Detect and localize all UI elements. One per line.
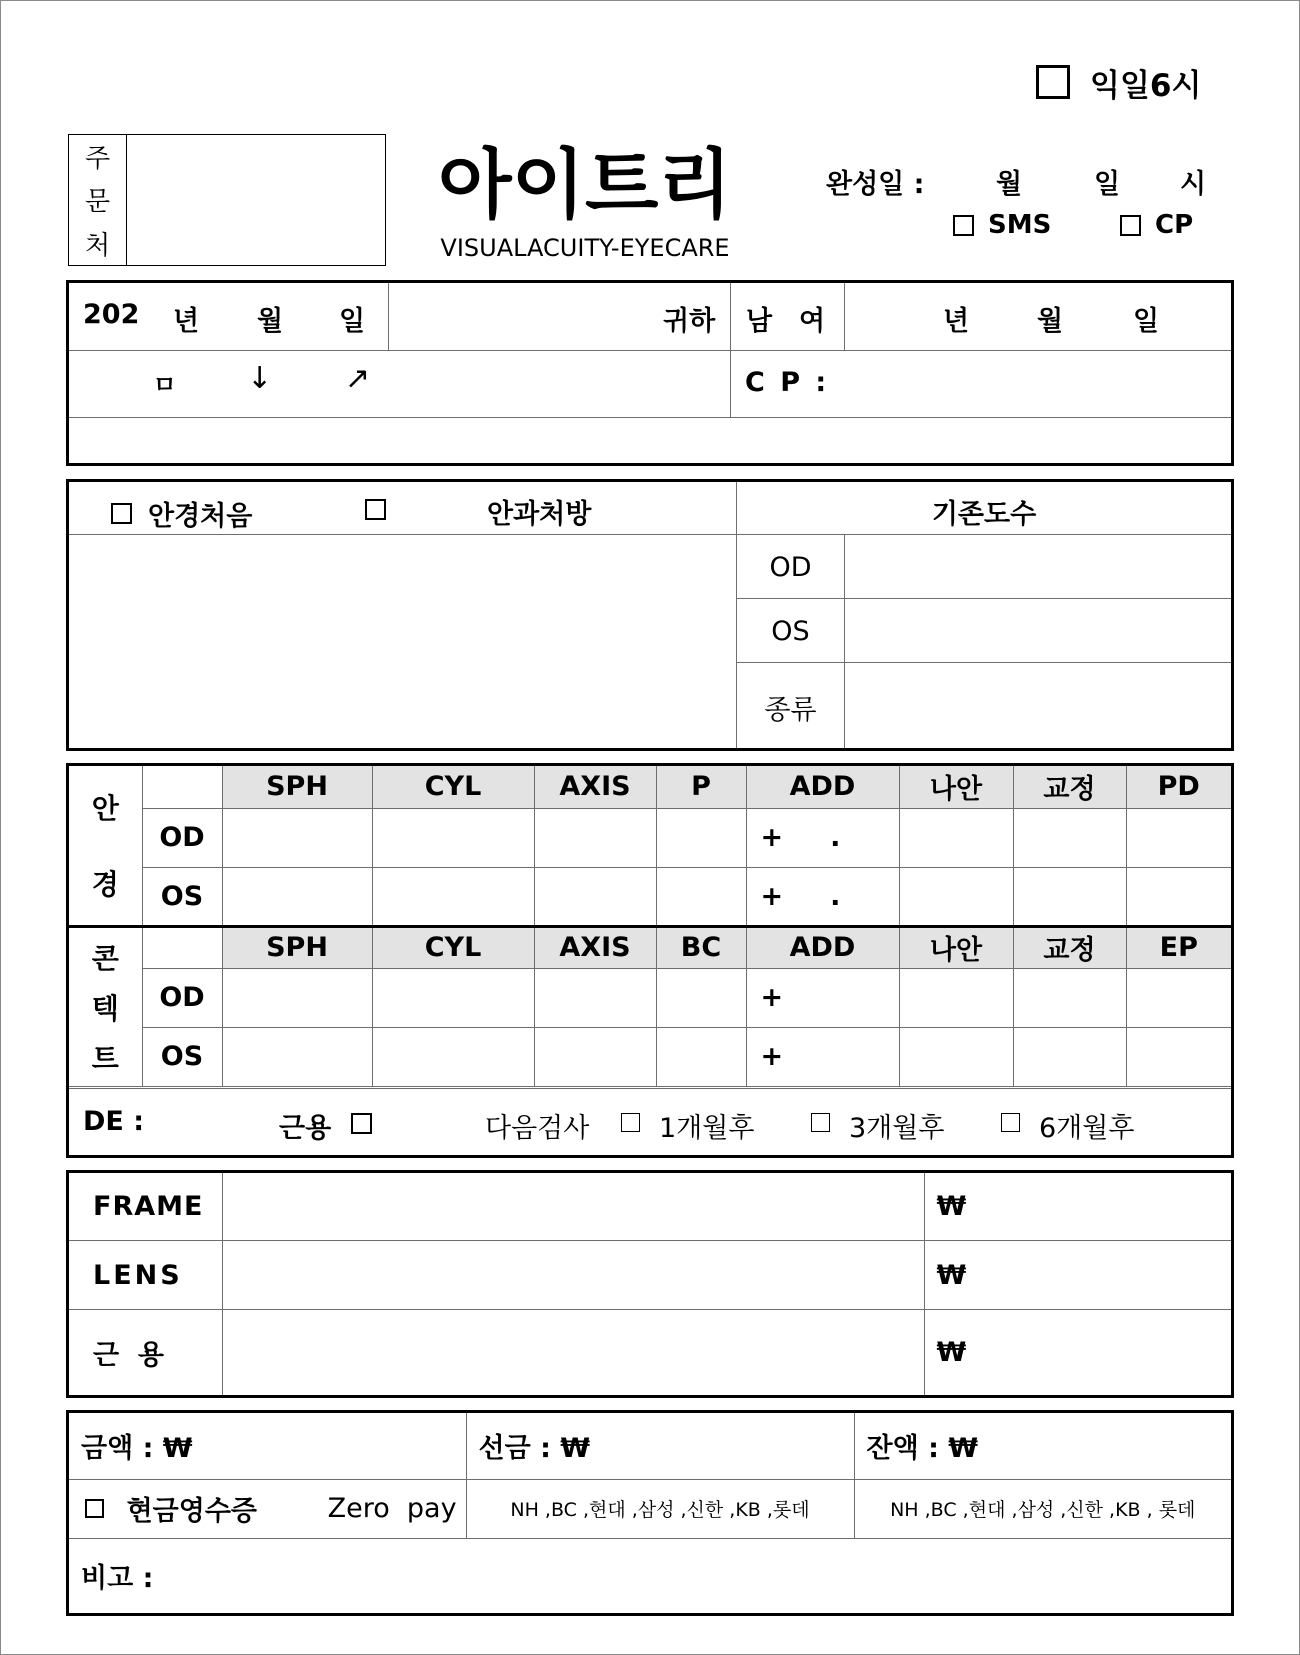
completion-month[interactable]: 월 (996, 169, 1023, 200)
items-table (69, 1173, 1231, 1395)
contact-os-axis[interactable] (534, 1027, 656, 1086)
glasses-header-axis: AXIS (534, 766, 656, 808)
total-amount[interactable]: 금액 : ₩ (69, 1413, 466, 1479)
visit-year[interactable]: 202 (83, 299, 140, 330)
existing-os-label: OS (771, 616, 810, 647)
next-3month-checkbox[interactable] (811, 1113, 830, 1132)
glasses-od-add[interactable]: + . (746, 808, 899, 867)
payment-table (69, 1413, 1231, 1613)
prescription-section (66, 763, 1234, 1158)
items-section (66, 1170, 1234, 1398)
next-day-checkbox[interactable] (1036, 65, 1070, 99)
visit-month-unit: 월 (257, 306, 284, 337)
zero-pay-label[interactable]: Zero pay (327, 1493, 457, 1524)
visit-day-unit: 일 (339, 306, 366, 337)
contact-od-naked[interactable] (899, 968, 1013, 1027)
contact-os-naked[interactable] (899, 1027, 1013, 1086)
contact-od-label: OD (142, 968, 222, 1027)
glasses-od-cyl[interactable] (372, 808, 534, 867)
contact-od-add[interactable]: + (746, 968, 899, 1027)
birth-year-unit: 년 (943, 306, 970, 337)
arrow-down-icon: ↓ (247, 361, 273, 396)
order-from-char: 문 (84, 187, 111, 218)
contact-od-bc[interactable] (656, 968, 746, 1027)
glasses-header-naked: 나안 (899, 766, 1013, 808)
ophthalmology-rx-label: 안과처방 (487, 499, 592, 530)
visit-year-unit: 년 (173, 306, 200, 337)
order-from-label (69, 135, 127, 265)
item-frame-desc[interactable] (222, 1173, 924, 1241)
existing-type-field[interactable] (845, 663, 1231, 748)
gender-female[interactable]: 여 (799, 306, 826, 337)
first-glasses-option[interactable] (111, 494, 252, 533)
birth-month-unit: 월 (1037, 306, 1064, 337)
contact-side-char: 콘 (91, 941, 119, 975)
card-options-deposit[interactable]: NH ,BC ,현대 ,삼성 ,신한 ,KB ,롯데 (466, 1479, 854, 1538)
contact-header-add: ADD (746, 926, 899, 968)
next-1month-checkbox[interactable] (621, 1113, 640, 1132)
next-day-option[interactable] (1036, 62, 1201, 102)
item-frame-price[interactable]: ₩ (924, 1173, 1231, 1241)
glasses-od-p[interactable] (656, 808, 746, 867)
contact-header-bc: BC (656, 926, 746, 968)
contact-od-corrected[interactable] (1013, 968, 1126, 1027)
glasses-side-char: 경 (91, 868, 119, 902)
near-use-checkbox[interactable] (351, 1113, 372, 1134)
existing-type-label: 종류 (764, 695, 817, 726)
next-day-label: 익일6시 (1090, 67, 1202, 104)
card-options-balance[interactable]: NH ,BC ,현대 ,삼성 ,신한 ,KB , 롯데 (854, 1479, 1231, 1538)
first-glasses-checkbox[interactable] (111, 503, 132, 524)
completion-hour[interactable]: 시 (1180, 169, 1207, 200)
contact-header-cyl: CYL (372, 926, 534, 968)
contact-header-naked: 나안 (899, 926, 1013, 968)
balance-amount[interactable]: 잔액 : ₩ (854, 1413, 1231, 1479)
customer-vline-2 (730, 283, 731, 417)
order-from-char: 주 (84, 144, 111, 175)
cp-phone-label: C P : (745, 367, 830, 398)
glasses-od-axis[interactable] (534, 808, 656, 867)
contact-od-axis[interactable] (534, 968, 656, 1027)
glasses-header-sph: SPH (222, 766, 372, 808)
glasses-header-corrected: 교정 (1013, 766, 1126, 808)
contact-os-cyl[interactable] (372, 1027, 534, 1086)
receipt-cell (69, 1479, 466, 1538)
completion-date-label: 완성일 : (826, 169, 925, 200)
contact-os-add[interactable]: + (746, 1027, 899, 1086)
glasses-header-add: ADD (746, 766, 899, 808)
ophthalmology-rx-checkbox[interactable] (365, 499, 386, 520)
honorific-label: 귀하 (663, 306, 716, 337)
glasses-os-pd[interactable] (1126, 867, 1231, 926)
existing-os-field[interactable] (845, 599, 1231, 661)
glasses-corner-cell (142, 766, 222, 808)
gender-male[interactable]: 남 (746, 306, 773, 337)
contact-side-char: 텍 (91, 991, 119, 1025)
payment-section (66, 1410, 1234, 1616)
contact-header-axis: AXIS (534, 926, 656, 968)
glasses-od-pd[interactable] (1126, 808, 1231, 867)
order-from-field[interactable] (127, 135, 385, 265)
contact-os-ep[interactable] (1126, 1027, 1231, 1086)
memo-field[interactable]: 비고 : (69, 1538, 1231, 1613)
existing-od-field[interactable] (845, 535, 1231, 597)
cash-receipt-label: 현금영수증 (126, 1496, 258, 1527)
contact-side-char: 트 (91, 1041, 119, 1075)
item-label-frame: FRAME (69, 1173, 222, 1241)
contact-side-label (69, 926, 142, 1086)
glasses-os-label: OS (142, 867, 222, 926)
glasses-od-label: OD (142, 808, 222, 867)
order-from-box (68, 134, 386, 266)
glasses-os-axis[interactable] (534, 867, 656, 926)
de-row (69, 1088, 1231, 1155)
de-label: DE : (83, 1106, 145, 1137)
contact-os-bc[interactable] (656, 1027, 746, 1086)
glasses-os-p[interactable] (656, 867, 746, 926)
completion-day[interactable]: 일 (1094, 169, 1121, 200)
near-use-label: 근용 (279, 1113, 332, 1144)
glasses-os-add[interactable]: + . (746, 867, 899, 926)
history-notes-field[interactable] (69, 535, 735, 748)
brand-title: 아이트리 (438, 140, 732, 229)
next-3month-label: 3개월후 (849, 1113, 945, 1144)
glasses-os-cyl[interactable] (372, 867, 534, 926)
glasses-od-corrected[interactable] (1013, 808, 1126, 867)
existing-power-label: 기존도수 (931, 499, 1037, 530)
cp-label: CP (1155, 210, 1194, 240)
order-from-char: 처 (84, 230, 111, 261)
existing-od-label: OD (769, 552, 812, 583)
sms-label: SMS (988, 210, 1052, 240)
contact-od-sph[interactable] (222, 968, 372, 1027)
next-exam-label: 다음검사 (485, 1113, 590, 1144)
contact-header-corrected: 교정 (1013, 926, 1126, 968)
contact-corner-cell (142, 926, 222, 968)
history-section (66, 479, 1234, 751)
glasses-header-pd: PD (1126, 766, 1231, 808)
contact-od-cyl[interactable] (372, 968, 534, 1027)
cp-option[interactable] (1120, 210, 1193, 240)
glasses-os-sph[interactable] (222, 867, 372, 926)
glasses-od-naked[interactable] (899, 808, 1013, 867)
address-field[interactable] (69, 418, 1231, 463)
glasses-os-corrected[interactable] (1013, 867, 1126, 926)
customer-vline-3 (844, 283, 845, 350)
contact-od-ep[interactable] (1126, 968, 1231, 1027)
glasses-side-label (69, 766, 142, 926)
symbol-square: ㅁ (153, 371, 177, 399)
glasses-header-p: P (656, 766, 746, 808)
sms-checkbox[interactable] (953, 215, 974, 236)
item-near-price[interactable]: ₩ (924, 1310, 1231, 1395)
item-lens-desc[interactable] (222, 1241, 924, 1310)
contact-header-sph: SPH (222, 926, 372, 968)
brand-subtitle: VISUALACUITY-EYECARE (440, 234, 730, 262)
customer-section (66, 280, 1234, 466)
next-6month-label: 6개월후 (1039, 1113, 1135, 1144)
arrow-up-right-icon: ↗ (345, 361, 371, 396)
glasses-os-naked[interactable] (899, 867, 1013, 926)
glasses-header-cyl: CYL (372, 766, 534, 808)
cash-receipt-checkbox[interactable] (85, 1499, 104, 1518)
next-1month-label: 1개월후 (659, 1113, 755, 1144)
glasses-side-char: 안 (91, 792, 119, 826)
prescription-table (69, 766, 1231, 1087)
deposit-amount[interactable]: 선금 : ₩ (466, 1413, 854, 1479)
cp-checkbox[interactable] (1120, 215, 1141, 236)
contact-os-corrected[interactable] (1013, 1027, 1126, 1086)
item-near-desc[interactable] (222, 1310, 924, 1395)
item-label-lens: LENS (69, 1241, 222, 1310)
item-label-near: 근 용 (69, 1310, 222, 1395)
item-lens-price[interactable]: ₩ (924, 1241, 1231, 1310)
sms-option[interactable] (953, 210, 1051, 240)
cp-phone-field[interactable] (859, 351, 1229, 415)
contact-os-label: OS (142, 1027, 222, 1086)
contact-os-sph[interactable] (222, 1027, 372, 1086)
glasses-od-sph[interactable] (222, 808, 372, 867)
first-glasses-label: 안경처음 (148, 501, 253, 532)
birth-day-unit: 일 (1133, 306, 1160, 337)
next-6month-checkbox[interactable] (1001, 1113, 1020, 1132)
contact-header-ep: EP (1126, 926, 1231, 968)
